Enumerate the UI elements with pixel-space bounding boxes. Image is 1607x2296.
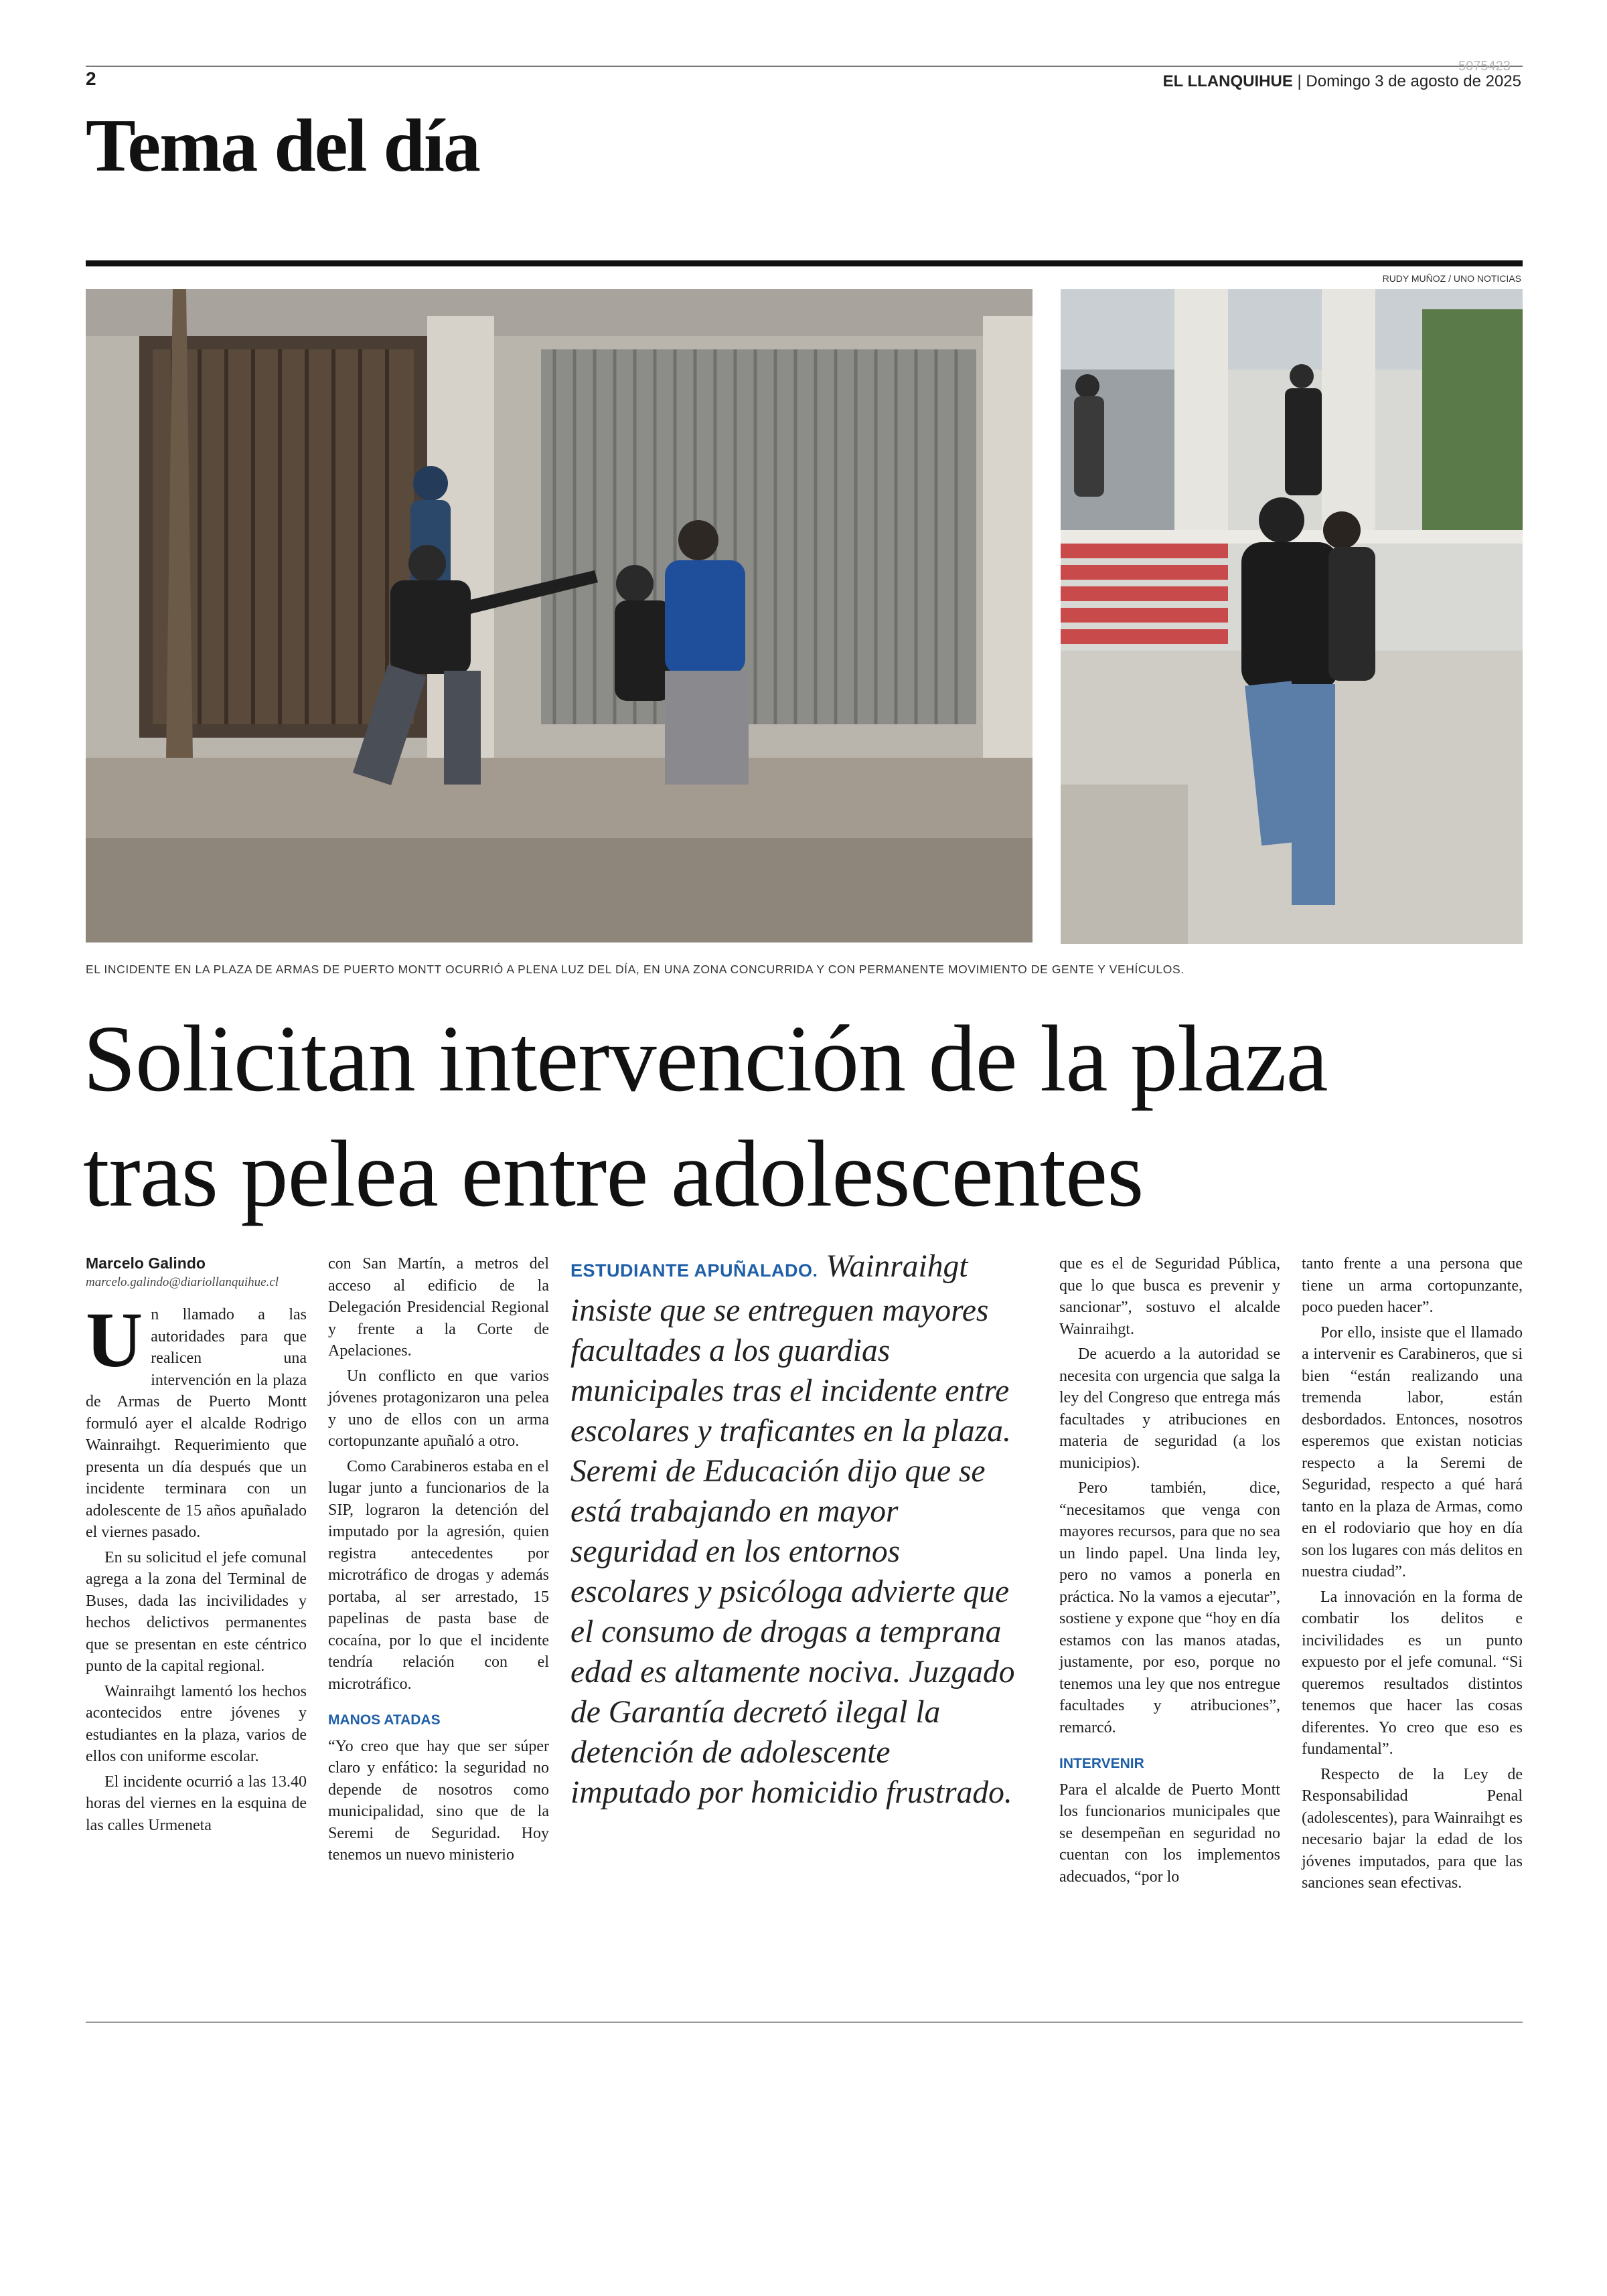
article-paragraph: Para el alcalde de Puerto Montt los funcionarios municipales que se desempeñan en seguridad no cuentan con los implementos adecuados, “por lo <box>1059 1781 1280 1886</box>
article-paragraph: Por ello, insiste que el llamado a intervenir es Carabineros, que si bien “están realizando una tremenda labor, están desbordados. Entonces, nosotros esperemos que existan noticias respecto a la Seremi de Seguridad, respecto a qué hará tanto en la plaza de Armas, como en el rodoviario que hoy en día son los lugares con más delitos en nuestra ciudad”. <box>1302 1323 1523 1580</box>
author-name: Marcelo Galindo <box>86 1254 206 1272</box>
subhead-intervenir: INTERVENIR <box>1059 1756 1144 1771</box>
article-paragraph: que es el de Seguridad Pública, que lo que busca es prevenir y sancionar”, sostuvo el alcalde Wainraihgt. <box>1059 1255 1280 1338</box>
top-rule <box>86 66 1523 67</box>
article-paragraph: Un conflicto en que varios jóvenes protagonizaron una pelea y uno de ellos con un arma cortopunzante apuñaló a otro. <box>328 1367 549 1450</box>
article-paragraph: “Yo creo que hay que ser súper claro y enfático: la seguridad no depende de nosotros como municipalidad, sino que de la Seremi de Seguridad. Hoy tenemos un nuevo ministerio <box>328 1737 549 1864</box>
article-paragraph: En su solicitud el jefe comunal agrega a la zona del Terminal de Buses, dada las incivilidades y hechos delictivos permanentes que se presentan en este céntrico punto de la capital regional. <box>86 1548 307 1675</box>
article-column-2 <box>328 1253 549 1870</box>
photo-caption: EL INCIDENTE EN LA PLAZA DE ARMAS DE PUERTO MONTT OCURRIÓ A PLENA LUZ DEL DÍA, EN UNA ZONA CONCURRIDA Y CON PERMANENTE MOVIMIENTO DE GENTE Y VEHÍCULOS. <box>86 963 1184 976</box>
article-paragraph: con San Martín, a metros del acceso al edificio de la Delegación Presidencial Regional y frente a la Corte de Apelaciones. <box>328 1255 549 1360</box>
article-paragraph: Respecto de la Ley de Responsabilidad Penal (adolescentes), para Wainraihgt es necesario bajar la edad de los jóvenes imputados, para que las sanciones sean efectivas. <box>1302 1765 1523 1892</box>
lede-kicker: ESTUDIANTE APUÑALADO. <box>570 1260 818 1281</box>
publication-date: Domingo 3 de agosto de 2025 <box>1306 72 1521 90</box>
dateline-separator: | <box>1297 72 1306 90</box>
photo-secondary-illustration <box>1061 289 1523 944</box>
headline-line-2: tras pelea entre adolescentes <box>83 1121 1144 1226</box>
photo-secondary <box>1061 289 1523 944</box>
page-number: 2 <box>86 68 96 89</box>
headline-line-1: Solicitan intervención de la plaza <box>83 1005 1328 1111</box>
article-paragraph: Pero también, dice, “necesitamos que venga con mayores recursos, para que no sea un lindo papel. Una linda ley, pero no vamos a ponerla en práctica. No la vamos a ejecutar”, sostiene y expone que “hoy en día estamos con las manos atadas, justamente, por eso, porque no tenemos una ley que nos entregue facultades y atribuciones”, remarcó. <box>1059 1479 1280 1736</box>
lede-text: Wainraihgt insiste que se entreguen mayores facultades a los guardias municipales tras el incidente entre escolares y traficantes en la plaza. Seremi de Educación dijo que se está trabajando en mayor seguridad en los entornos escolares y psicóloga advierte que el consumo de drogas a temprana edad es altamente nociva. Juzgado de Garantía decretó ilegal la detención de adolescente imputado por homicidio frustrado. <box>570 1249 1015 1810</box>
article-paragraph: La innovación en la forma de combatir los delitos e incivilidades es un punto expuesto por el jefe comunal. “Si queremos resultados distintos tenemos que hacer las cosas diferentes. Yo creo que eso es fundamental”. <box>1302 1588 1523 1758</box>
photo-main-illustration <box>86 289 1032 942</box>
section-title: Tema del día <box>86 104 479 187</box>
article-column-1 <box>86 1253 307 1839</box>
bottom-rule <box>86 2022 1523 2023</box>
article-paragraph: El incidente ocurrió a las 13.40 horas del viernes en la esquina de las calles Urmeneta <box>86 1773 307 1834</box>
publication-name: EL LLANQUIHUE <box>1162 72 1293 90</box>
article-paragraph: Como Carabineros estaba en el lugar junto a funcionarios de la SIP, lograron la detención del imputado por la agresión, quien registra antecedentes por microtráfico de drogas y además portaba, al ser arrestado, 15 papelinas de pasta base de cocaína, por lo que el incidente tendría relación con el microtráfico. <box>328 1457 549 1693</box>
article-column-4 <box>1302 1253 1523 1898</box>
subhead-manos-atadas: MANOS ATADAS <box>328 1712 441 1728</box>
lede-summary <box>570 1246 1016 1813</box>
article-paragraph: Un llamado a las autoridades para que realicen una intervención en la plaza de Armas de Puerto Montt formuló ayer el alcalde Rodrigo Wainraihgt. Requerimiento que presenta un día después que un incidente terminara con un adolescente de 15 años apuñalado el viernes pasado. <box>86 1296 307 1541</box>
article-paragraph: Wainraihgt lamentó los hechos acontecidos entre jóvenes y estudiantes en la plaza, varios de ellos con uniforme escolar. <box>86 1682 307 1765</box>
page-stamp: 5075423 <box>1458 59 1511 74</box>
author-email[interactable]: marcelo.galindo@diariollanquihue.cl <box>86 1275 279 1289</box>
photo-credit: RUDY MUÑOZ / UNO NOTICIAS <box>1382 273 1521 284</box>
publication-dateline <box>1163 72 1521 91</box>
headline <box>83 1001 1523 1231</box>
photo-main <box>86 289 1032 942</box>
article-paragraph: De acuerdo a la autoridad se necesita con urgencia que salga la ley del Congreso que entrega más facultades y atribuciones en materia de seguridad (a los municipios). <box>1059 1345 1280 1472</box>
section-rule <box>86 260 1523 266</box>
article-paragraph: tanto frente a una persona que tiene un arma cortopunzante, poco pueden hacer”. <box>1302 1255 1523 1316</box>
article-column-3 <box>1059 1253 1280 1891</box>
drop-cap: U <box>86 1296 143 1384</box>
